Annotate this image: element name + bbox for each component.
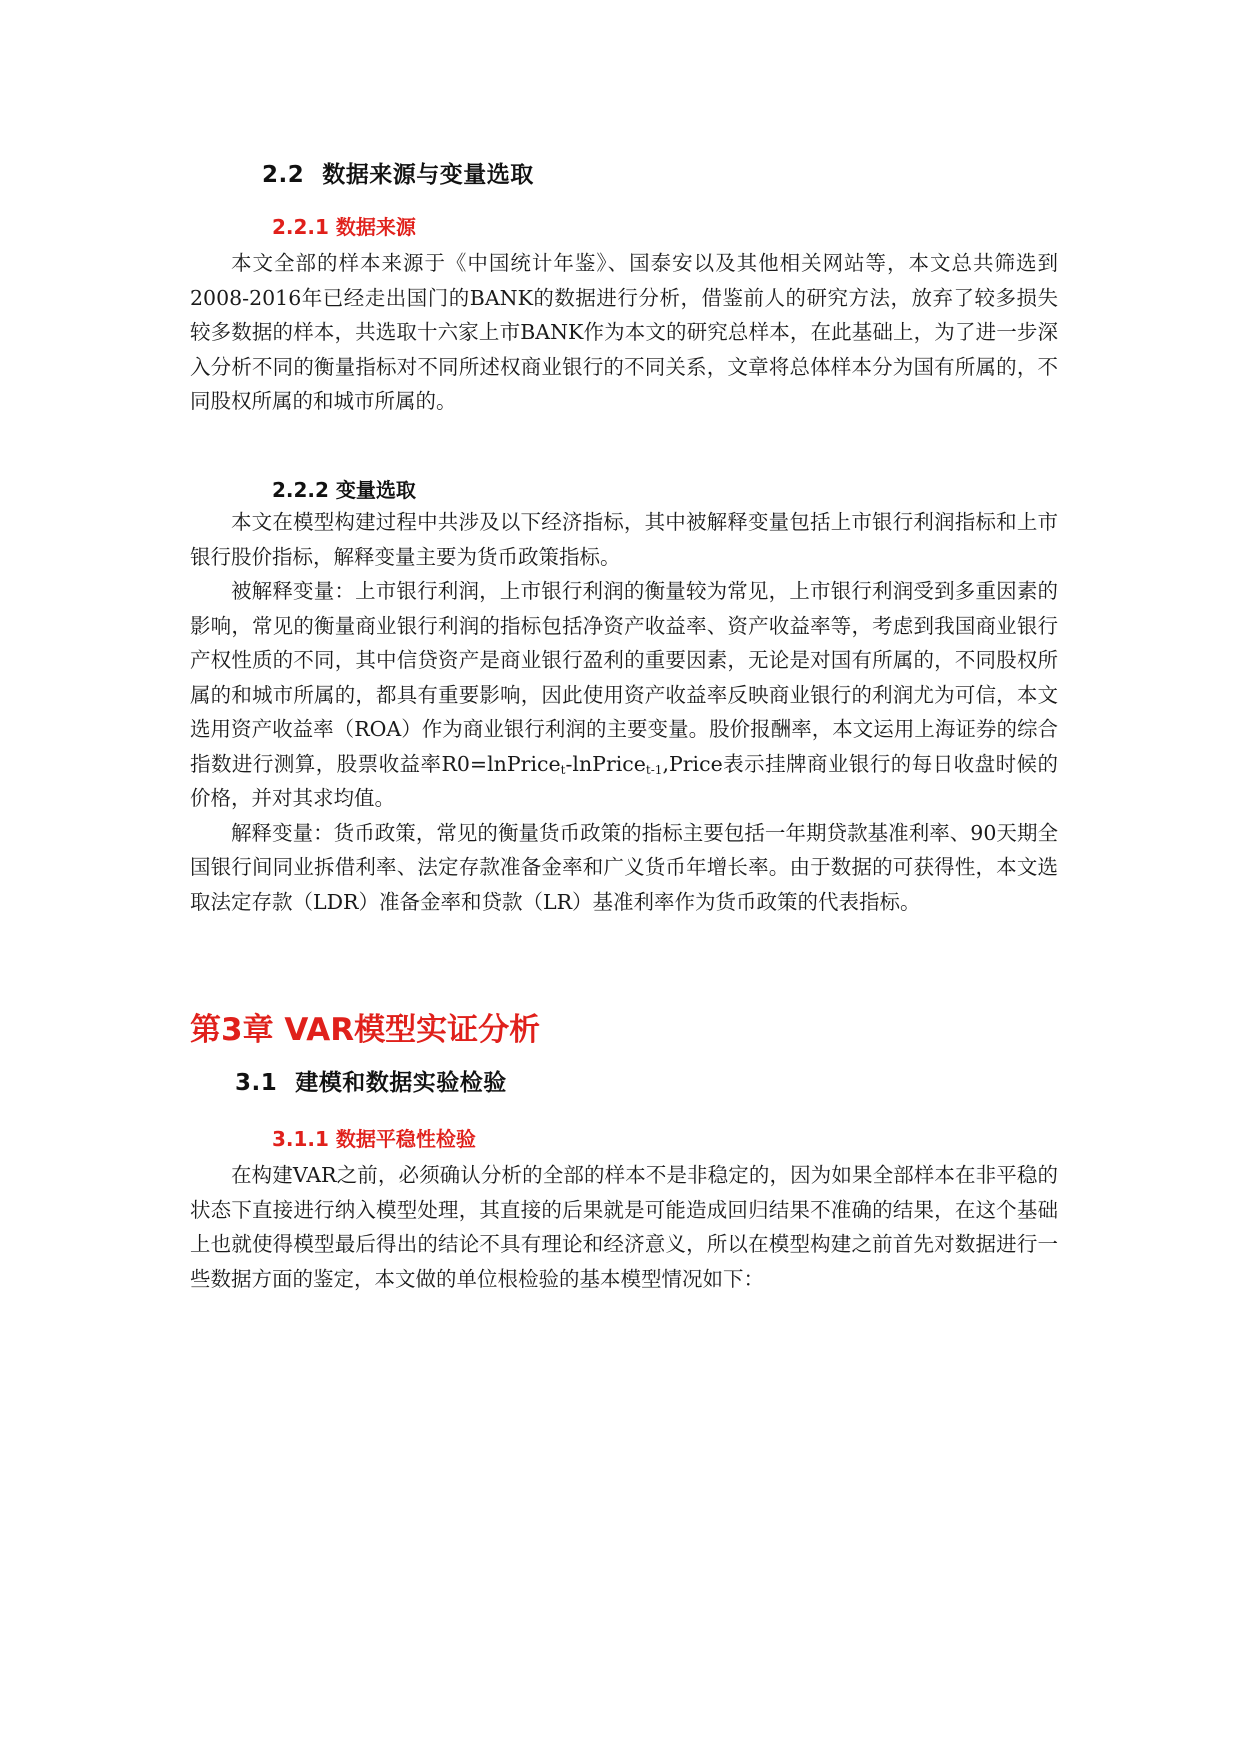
subscript: t-1: [645, 762, 663, 777]
paragraph-data-source: [190, 246, 1058, 419]
section-number: 2.2: [262, 162, 305, 188]
section-title: 数据来源与变量选取: [322, 162, 534, 188]
paragraph-text: 本文全部的样本来源于《中国统计年鉴》、国泰安以及其他相关网站等，本文总共筛选到2008-2016年已经走出国门的BANK的数据进行分析，借鉴前人的研究方法，放弃了较多损失较多数据的样本，共选取十六家上市BANK作为本文的研究总样本，在此基础上，为了进一步深入分析不同的衡量指标对不同所述权商业银行的不同关系，文章将总体样本分为国有所属的，不同股权所属的和城市所属的。: [190, 251, 1058, 413]
paragraph-variable-selection: [190, 505, 1058, 919]
text-part: -lnPrice: [565, 751, 646, 776]
text-part: 被解释变量：上市银行利润，上市银行利润的衡量较为常见，上市银行利润受到多重因素的影响，常见的衡量商业银行利润的指标包括净资产收益率、资产收益率等，考虑到我国商业银行产权性质的不同，其中信贷资产是商业银行盈利的重要因素，无论是对国有所属的，不同股权所属的和城市所属的，都具有重要影响，因此使用资产收益率反映商业银行的利润尤为可信，本文选用资产收益率（ROA）作为商业银行利润的主要变量。股价报酬率，本文运用上海证券的综合指数进行测算，股票收益率R0=lnPrice: [190, 579, 1058, 776]
section-number: 3.1: [235, 1070, 278, 1096]
paragraph-text-explanatory-variable: 解释变量：货币政策，常见的衡量货币政策的指标主要包括一年期贷款基准利率、90天期全国银行间同业拆借利率、法定存款准备金率和广义货币年增长率。由于数据的可获得性，本文选取法定存款（LDR）准备金率和贷款（LR）基准利率作为货币政策的代表指标。: [190, 820, 1058, 914]
subsection-heading-3-1-1: 3.1.1 数据平稳性检验: [272, 1127, 476, 1151]
subscript: t: [560, 762, 566, 777]
subsection-heading-2-2-1: 2.2.1 数据来源: [272, 215, 416, 239]
section-heading-2-2: [262, 156, 534, 189]
paragraph-text: 在构建VAR之前，必须确认分析的全部的样本不是非稳定的，因为如果全部样本在非平稳的状态下直接进行纳入模型处理，其直接的后果就是可能造成回归结果不准确的结果，在这个基础上也就使得模型最后得出的结论不具有理论和经济意义，所以在模型构建之前首先对数据进行一些数据方面的鉴定，本文做的单位根检验的基本模型情况如下：: [190, 1163, 1058, 1291]
chapter-heading-3: 第3章 VAR模型实证分析: [190, 1012, 541, 1048]
paragraph-text-dependent-variable: [190, 574, 1058, 816]
text-part: ,Price表示挂牌商业银行的每日收盘时候的价格，并对其求均值。: [190, 751, 1058, 810]
subsection-heading-2-2-2: 2.2.2 变量选取: [272, 478, 416, 502]
section-title: 建模和数据实验检验: [295, 1070, 507, 1096]
section-heading-3-1: [235, 1064, 507, 1097]
paragraph-text-intro: 本文在模型构建过程中共涉及以下经济指标，其中被解释变量包括上市银行利润指标和上市银行股价指标，解释变量主要为货币政策指标。: [190, 510, 1058, 569]
paragraph-stationarity-test: [190, 1158, 1058, 1296]
